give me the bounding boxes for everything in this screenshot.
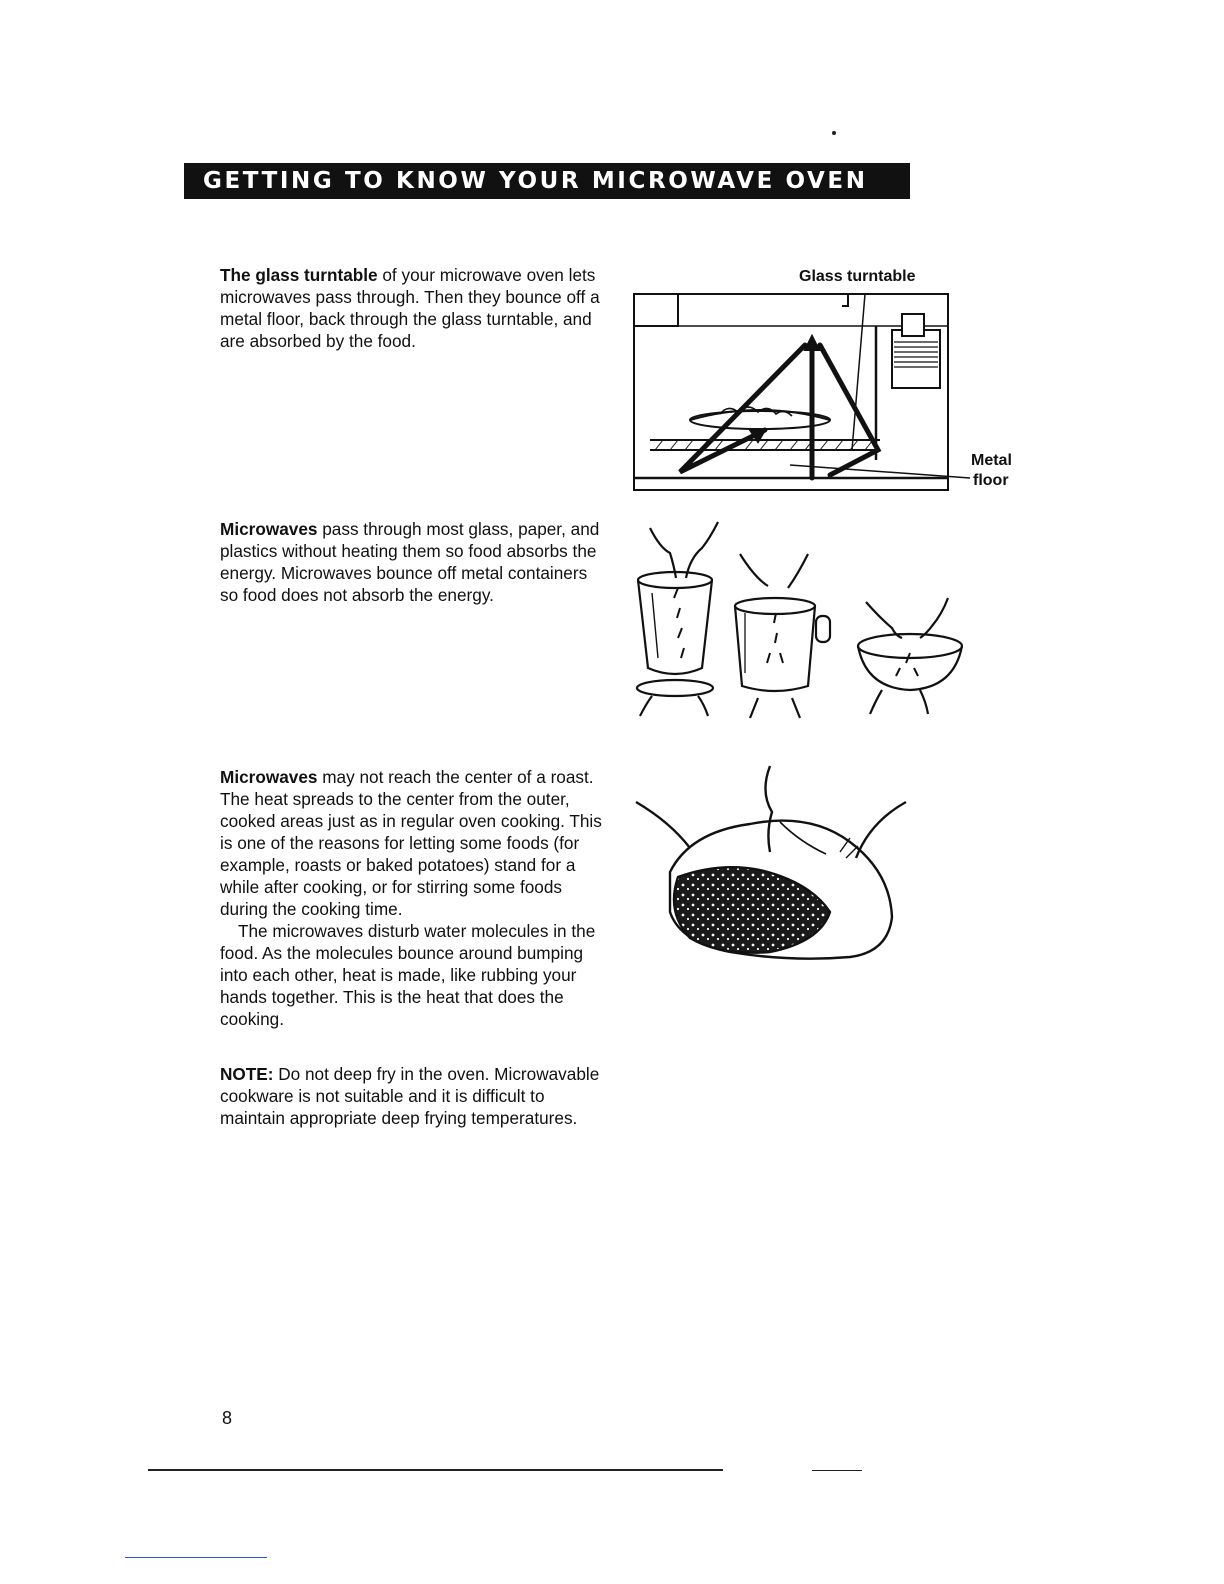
page-number: 8 <box>222 1408 233 1428</box>
glass-container <box>637 522 718 716</box>
roast-illustration <box>630 762 915 972</box>
containers-lead: Microwaves <box>220 519 318 539</box>
mug-container <box>735 554 830 718</box>
glass-turntable-label: Glass turntable <box>799 268 916 285</box>
turntable-lead: The glass turntable <box>220 265 378 285</box>
metal-label: Metal <box>971 452 1012 469</box>
footer-rule <box>148 1469 723 1471</box>
floor-label: floor <box>973 472 1009 489</box>
turntable-body: of your microwave oven lets microwaves pass through. Then they bounce off a metal floor, back through the glass turntable, and are absorbed by the food. <box>220 265 600 351</box>
turntable-hatching <box>655 440 873 450</box>
oven-cavity-outline <box>634 294 948 490</box>
roast-paragraph <box>220 766 610 1030</box>
containers-paragraph <box>220 518 610 606</box>
section-header-bar <box>184 163 910 199</box>
food-dish <box>690 411 830 429</box>
control-vent <box>892 330 940 388</box>
note-paragraph <box>220 1063 610 1129</box>
roast-body: may not reach the center of a roast. The heat spreads to the center from the outer, cooked areas just as in regular oven cooking. This is one of the reasons for letting some foods (for example, roasts or baked potatoes) stand for a while after cooking, or for stirring some foods during the cooking time. <box>220 767 602 919</box>
turntable-paragraph <box>220 264 610 352</box>
containers-body: pass through most glass, paper, and plastics without heating them so food absorbs the energy. Microwaves bounce off metal containers so food does not absorb the energy. <box>220 519 600 605</box>
oven-cross-section-illustration <box>630 290 970 495</box>
note-body: Do not deep fry in the oven. Microwavable cookware is not suitable and it is difficult to maintain appropriate deep frying temperatures. <box>220 1064 600 1128</box>
bottom-edge-line <box>125 1557 267 1558</box>
metal-floor-leader <box>790 465 970 478</box>
speck-mark <box>832 131 836 135</box>
containers-illustration <box>630 518 975 723</box>
bowl-container <box>858 598 962 714</box>
footer-rule-short <box>812 1470 862 1471</box>
roast-lead: Microwaves <box>220 767 318 787</box>
roast-paragraph-2: The microwaves disturb water molecules in the food. As the molecules bounce around bumping into each other, heat is made, like rubbing your hands together. This is the heat that does the cooking. <box>220 921 596 1029</box>
section-header-title: GETTING TO KNOW YOUR MICROWAVE OVEN <box>203 168 868 194</box>
note-label: NOTE: <box>220 1064 274 1084</box>
